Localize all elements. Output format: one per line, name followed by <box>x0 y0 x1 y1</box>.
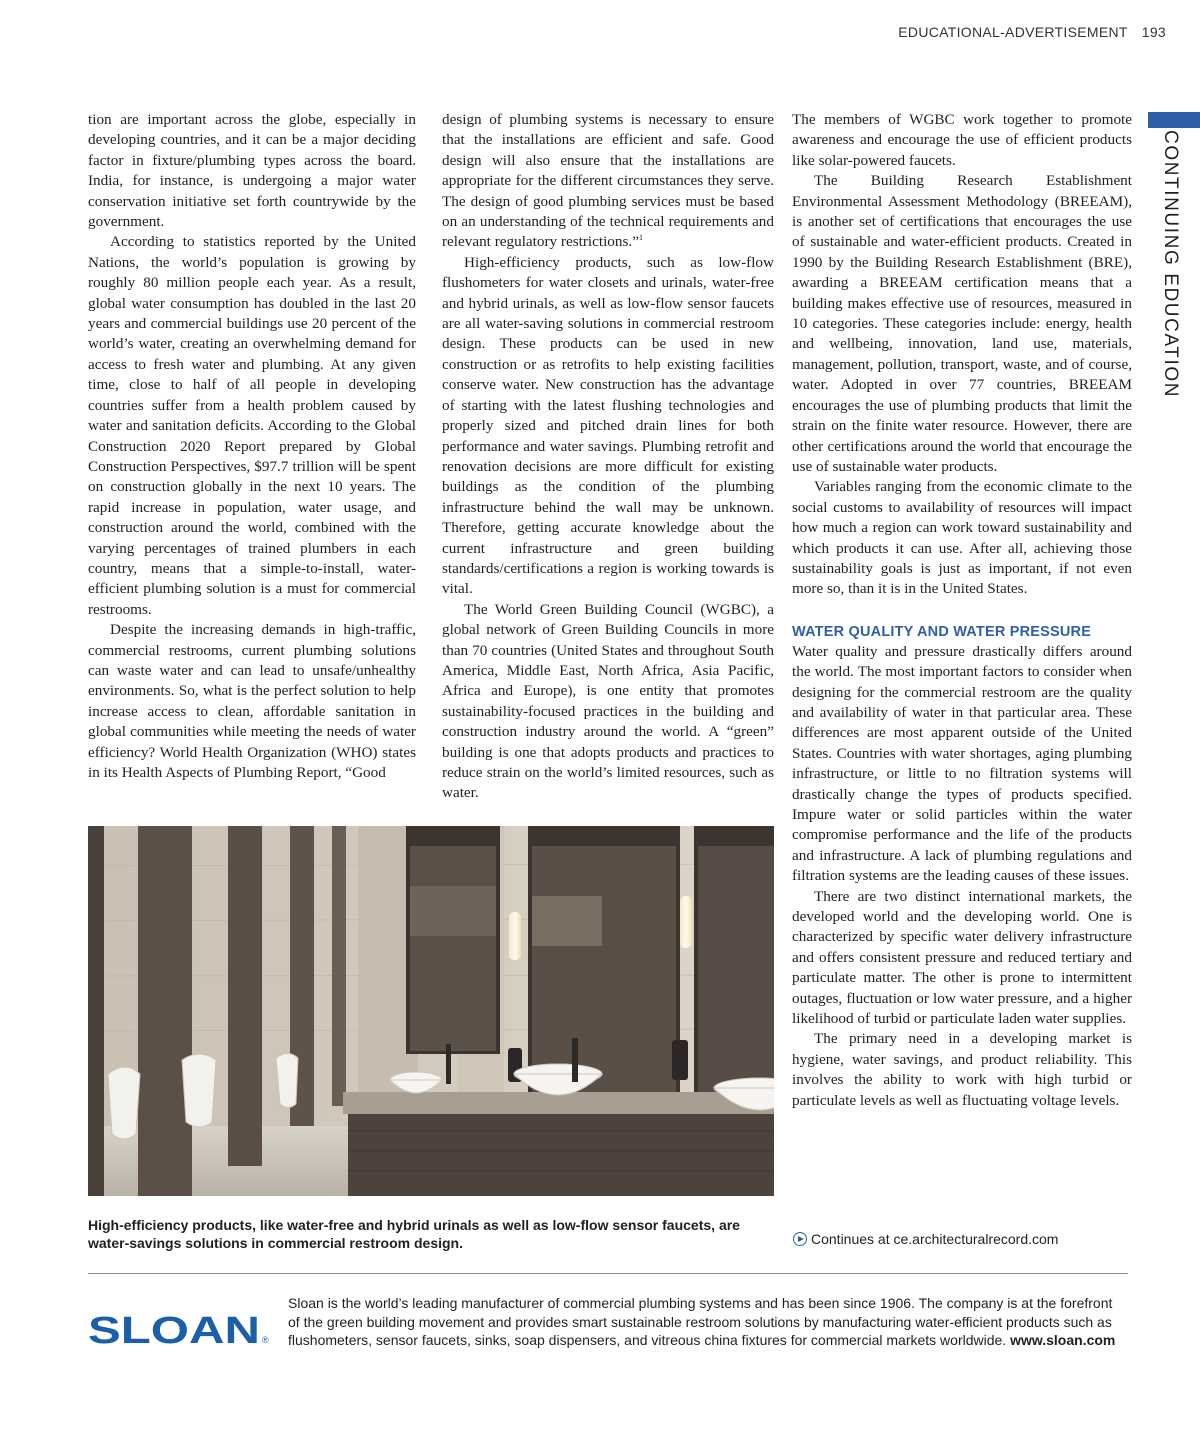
divider <box>88 1273 1128 1274</box>
paragraph: High-efficiency products, such as low-flow flushometers for water closets and urinals, water-free and hybrid urinals, as well as low-flow sensor faucets are all water-saving solutions in commercial restroom design. These products can be used in new construction or as retrofits to help existing facilities conserve water. New construction has the advantage of starting with the latest flushing technologies and properly sized and pitched drain lines for both performance and water savings. Plumbing retrofit and renovation decisions are more difficult for existing buildings as the condition of the plumbing infrastructure behind the wall may be unknown. Therefore, getting accurate knowledge about the current infrastructure and green building standards/certifications a region is working towards is vital. <box>442 253 774 598</box>
sponsor-url-link[interactable]: www.sloan.com <box>1010 1332 1116 1348</box>
column-3 <box>792 110 1132 1111</box>
restroom-photo <box>88 826 774 1196</box>
paragraph: There are two distinct international markets, the developed world and the developing world. One is characterized by specific water delivery infrastructure and offers consistent pressure and reduced tertiary and particulate matter. The other is prone to intermittent outages, fluctuation or low water pressure, and a higher likelihood of turbid or particulate laden water supplies. <box>792 887 1132 1028</box>
section-tab <box>1148 112 1200 128</box>
paragraph <box>442 110 774 253</box>
sidebar-title: CONTINUING EDUCATION <box>1160 130 1181 399</box>
section-heading: WATER QUALITY AND WATER PRESSURE <box>792 623 1092 640</box>
continues-link[interactable] <box>793 1231 1058 1247</box>
paragraph: The primary need in a developing market is hygiene, water savings, and product reliability. This involves the ability to work with high turbid or particulate levels as well as fluctuating voltage levels. <box>792 1030 1132 1109</box>
figure-caption: High-efficiency products, like water-free and hybrid urinals as well as low-flow sensor faucets, are water-savings solutions in commercial restroom design. <box>88 1217 740 1251</box>
paragraph: According to statistics reported by the United Nations, the world’s population is growing by roughly 80 million people each year. As a result, global water consumption has doubled in the last 20 years and commercial buildings use 20 percent of the world’s water, creating an overwhelming demand for access to fresh water and plumbing. At any given time, close to half of all people in developing countries suffer from a health problem caused by water and sanitation deficits. According to the Global Construction 2020 Report prepared by Global Construction Perspectives, $97.7 trillion will be spent on construction globally in the next 10 years. The rapid increase in population, water usage, and construction around the world, combined with the varying percentages of trained plumbers in each country, means that a simple-to-install, water-efficient plumbing solution is a must for commercial restrooms. <box>88 233 416 618</box>
page-number: 193 <box>1141 24 1166 40</box>
svg-text:SLOAN: SLOAN <box>88 1312 260 1348</box>
column-1 <box>88 110 416 783</box>
paragraph-text: design of plumbing systems is necessary to ensure that the installations are efficient and safe. Good design will also ensure that the installations are appropriate for the different circumstances they serve. The design of good plumbing services must be based on an understanding of the technical requirements and relevant regulatory restrictions.” <box>442 111 774 251</box>
paragraph: Water quality and pressure drastically differs around the world. The most important factors to consider when designing for the commercial restroom are the quality and availability of water in that particular area. These differences are most apparent outside of the United States. Countries with water shortages, aging plumbing infrastructure, or little to no filtration systems will drastically change the types of products specified. Impure water or solid particles within the water compromise performance and the life of the products and infrastructure. A lack of plumbing regulations and filtration systems are the leading causes of these issues. <box>792 642 1132 885</box>
column-2 <box>442 110 774 804</box>
section-label: EDUCATIONAL-ADVERTISEMENT <box>898 24 1128 40</box>
sponsor-about-text: Sloan is the world’s leading manufacturer of commercial plumbing systems and has been since 1906. The company is at the forefront of the green building movement and provides smart sustainable restroom solutions by manufacturing water-efficient products such as flushometers, sensor faucets, sinks, soap dispensers, and vitreous china fixtures for commercial markets worldwide. <box>288 1295 1113 1348</box>
paragraph: Variables ranging from the economic climate to the social customs to availability of resources will impact how much a region can work toward sustainability and which products it can use. After all, achieving those sustainability goals is just as important, if not even more so, than it is in the United States. <box>792 478 1132 598</box>
paragraph: The members of WGBC work together to promote awareness and encourage the use of efficient products like solar-powered faucets. <box>792 111 1132 169</box>
continues-text: Continues at ce.architecturalrecord.com <box>811 1231 1059 1247</box>
footnote-ref: 1 <box>638 233 643 243</box>
sloan-logo <box>88 1312 274 1348</box>
paragraph: Despite the increasing demands in high-traffic, commercial restrooms, current plumbing solutions can waste water and can lead to unsafe/unhealthy environments. So, what is the perfect solution to help increase access to clean, affordable sanitation in global communities while meeting the needs of water efficiency? World Health Organization (WHO) states in its Health Aspects of Plumbing Report, “Good <box>88 621 416 781</box>
play-arrow-icon <box>793 1232 807 1246</box>
paragraph: The Building Research Establishment Environmental Assessment Methodology (BREEAM), is another set of certifications that encourages the use of sustainable and water-efficient products. Created in 1990 by the Building Research Establishment (BRE), awarding a BREEAM certification means that a building makes effective use of resources, measured in 10 categories. These categories include: energy, health and wellbeing, innovation, land use, materials, management, pollution, transport, waste, and of course, water. Adopted in over 77 countries, BREEAM encourages the use of plumbing products that limit the strain on the finite water resource. However, there are other certifications around the world that encourage the use of sustainable water products. <box>792 172 1132 475</box>
sponsor-description <box>288 1294 1120 1350</box>
paragraph: The World Green Building Council (WGBC), a global network of Green Building Councils in more than 70 countries (United States and throughout South America, Middle East, North Africa, Asia Pacific, Africa and Europe), is one entity that promotes sustainability-focused practices in the building and construction industry around the world. A “green” building is one that adopts products and practices to reduce strain on the world’s limited resources, such as water. <box>442 600 774 802</box>
svg-text:®: ® <box>262 1335 269 1345</box>
running-header <box>898 24 1166 40</box>
paragraph: tion are important across the globe, especially in developing countries, and it can be a major deciding factor in fixture/plumbing types across the board. India, for instance, is undergoing a major water conservation initiative set forth countrywide by the government. <box>88 111 416 231</box>
